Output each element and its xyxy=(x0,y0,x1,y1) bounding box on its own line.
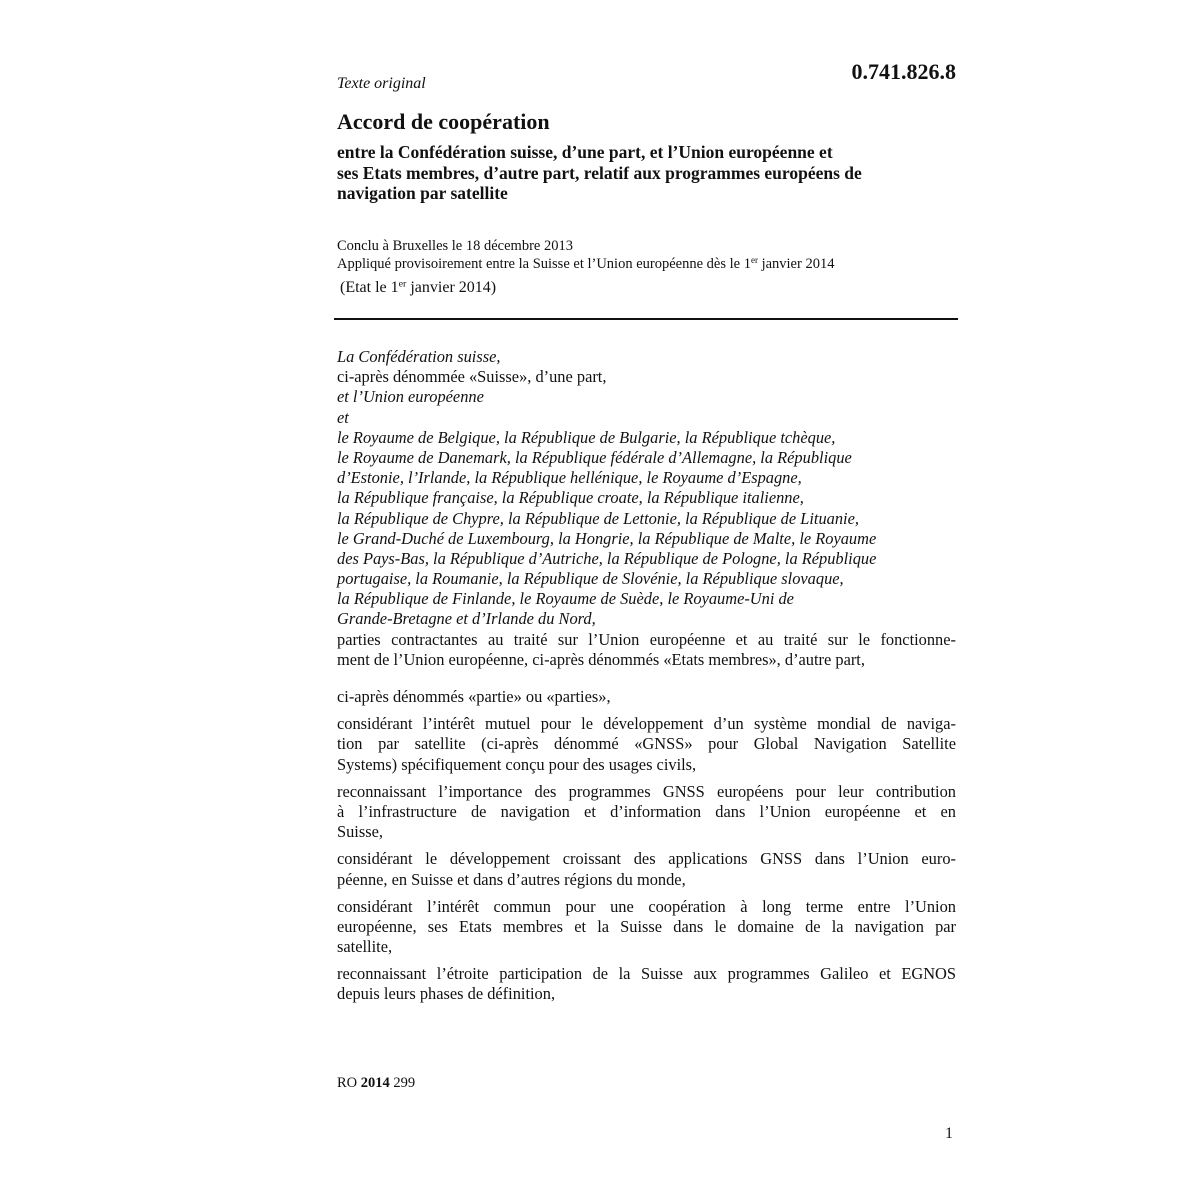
document-subtitle xyxy=(337,142,977,204)
member-states-line: Grande-Bretagne et d’Irlande du Nord, xyxy=(337,609,596,629)
applique-text: Appliqué provisoirement entre la Suisse et l’Union européenne dès le 1 xyxy=(337,255,751,272)
recital-paragraph xyxy=(337,964,956,1004)
member-states-line: la République de Finlande, le Royaume de Suède, le Royaume-Uni de xyxy=(337,589,794,609)
recital-line: péenne, en Suisse et dans d’autres régions du monde, xyxy=(337,869,686,889)
recital-line: depuis leurs phases de définition, xyxy=(337,984,556,1004)
recital-paragraph xyxy=(337,714,956,775)
recital-line: ci-après dénommés «partie» ou «parties», xyxy=(337,687,611,706)
document-number: 0.741.826.8 xyxy=(851,59,956,84)
member-states-line: le Royaume de Belgique, la République de Bulgarie, la République tchèque, xyxy=(337,427,836,447)
recital-paragraph xyxy=(337,849,956,889)
document-title: Accord de coopération xyxy=(337,109,550,134)
member-states-line: le Grand-Duché de Luxembourg, la Hongrie, la République de Malte, le Royaume xyxy=(337,528,877,548)
page-number: 1 xyxy=(945,1125,953,1142)
member-states-line: portugaise, la Roumanie, la République de Slovénie, la République slovaque, xyxy=(337,569,844,589)
recital-line: Systems) spécifiquement conçu pour des usages civils, xyxy=(337,754,697,774)
recital-line: Suisse, xyxy=(337,822,383,842)
ro-page: 299 xyxy=(389,1075,416,1091)
recital-line: tion par satellite (ci-après dénommé «GNSS» pour Global Navigation Satellite xyxy=(337,734,956,754)
subtitle-line: navigation par satellite xyxy=(337,183,508,203)
recital-paragraph xyxy=(337,782,956,843)
etat-line xyxy=(340,278,496,298)
applique-sup: er xyxy=(750,254,758,265)
recital-line: reconnaissant l’étroite participation de la Suisse aux programmes Galileo et EGNOS xyxy=(337,964,956,984)
recital-line: considérant l’intérêt mutuel pour le développement d’un système mondial de naviga- xyxy=(337,714,956,734)
conclu-line: Conclu à Bruxelles le 18 décembre 2013 xyxy=(337,238,573,254)
recital-line: satellite, xyxy=(337,937,393,957)
etat-sup: er xyxy=(398,278,407,290)
confederation-line: La Confédération suisse, xyxy=(337,347,501,366)
etat-date: janvier 2014) xyxy=(406,279,497,296)
recital-line: à l’infrastructure de navigation et d’information dans l’Union européenne et en xyxy=(337,801,956,821)
applique-date: janvier 2014 xyxy=(757,255,835,272)
recital-line: considérant l’intérêt commun pour une coopération à long terme entre l’Union xyxy=(337,896,956,916)
applique-line xyxy=(337,256,834,274)
et-union-line: et l’Union européenne xyxy=(337,387,484,407)
texte-original-label: Texte original xyxy=(337,75,426,92)
subtitle-line: entre la Confédération suisse, d’une part, et l’Union européenne et xyxy=(337,142,833,162)
contracting-line: parties contractantes au traité sur l’Union européenne et au traité sur le fonctionne- xyxy=(337,629,956,649)
recital-line: considérant le développement croissant des applications GNSS dans l’Union euro- xyxy=(337,849,956,869)
member-states-line: des Pays-Bas, la République d’Autriche, la République de Pologne, la République xyxy=(337,548,877,568)
ro-reference xyxy=(337,1074,415,1092)
recital-paragraph xyxy=(337,687,956,707)
recital-paragraph xyxy=(337,897,956,958)
member-states-line: le Royaume de Danemark, la République fédérale d’Allemagne, la République xyxy=(337,447,852,467)
etat-text: (Etat le 1 xyxy=(340,279,399,296)
ro-prefix: RO xyxy=(337,1075,361,1091)
recital-line: reconnaissant l’importance des programmes GNSS européens pour leur contribution xyxy=(337,781,956,801)
recital-line: européenne, ses Etats membres et la Suisse dans le domaine de la navigation par xyxy=(337,916,956,936)
parties-section xyxy=(337,347,956,670)
member-states-line: la République de Chypre, la République de Lettonie, la République de Lituanie, xyxy=(337,508,859,528)
subtitle-line: ses Etats membres, d’autre part, relatif aux programmes européens de xyxy=(337,162,862,183)
contracting-line: ment de l’Union européenne, ci-après dénommés «Etats membres», d’autre part, xyxy=(337,649,865,669)
ci-apres-suisse-line: ci-après dénommée «Suisse», d’une part, xyxy=(337,367,607,387)
et-line: et xyxy=(337,407,349,427)
horizontal-rule xyxy=(334,318,958,320)
ro-year: 2014 xyxy=(360,1075,390,1091)
member-states-line: d’Estonie, l’Irlande, la République hellénique, le Royaume d’Espagne, xyxy=(337,468,802,488)
document-meta xyxy=(337,238,834,273)
member-states-line: la République française, la République croate, la République italienne, xyxy=(337,488,804,508)
recitals-section xyxy=(337,687,956,1012)
